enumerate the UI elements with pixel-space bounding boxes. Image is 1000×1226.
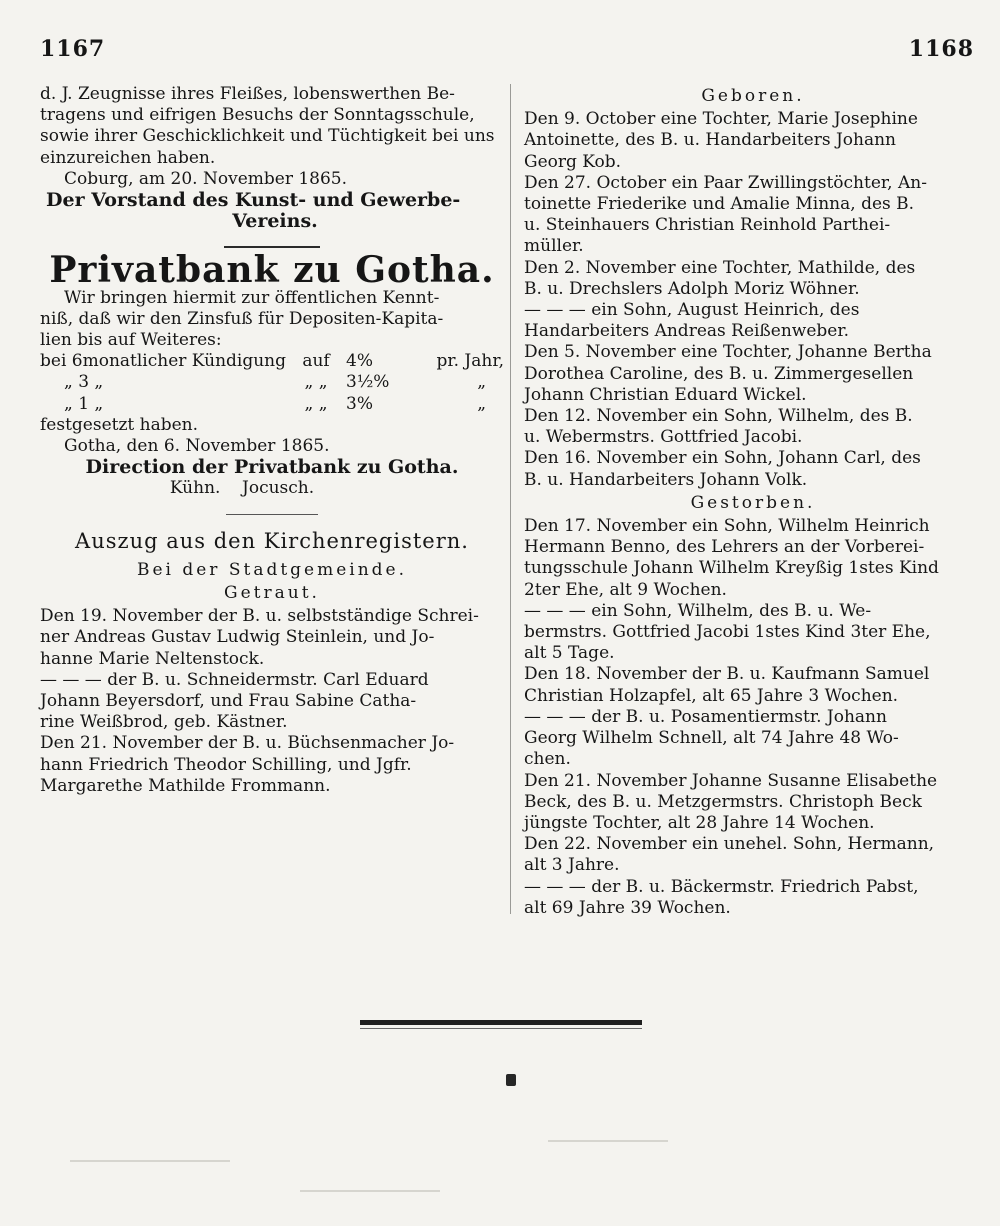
- entry-line: Den 21. November Johanne Susanne Elisabethe: [524, 770, 938, 791]
- died-entry: [524, 601, 982, 665]
- end-rule: [360, 1020, 642, 1025]
- entry-line: u. Steinhauers Christian Reinhold Parthei-: [524, 215, 891, 236]
- bleed-through-mark: [548, 1140, 668, 1142]
- entry-line: — — — der B. u. Bäckermstr. Friedrich Pabst,: [524, 876, 919, 897]
- entry-line: Den 19. November der B. u. selbstständige Schrei-: [40, 606, 479, 627]
- entry-line: alt 69 Jahre 39 Wochen.: [524, 897, 731, 918]
- entry-line: Den 17. November ein Sohn, Wilhelm Heinrich: [524, 516, 930, 537]
- notice-line: d. J. Zeugnisse ihres Fleißes, lobenswerthen Be-: [40, 84, 455, 104]
- entry-line: Georg Wilhelm Schnell, alt 74 Jahre 48 Wo-: [524, 728, 899, 749]
- left-column: [40, 84, 504, 797]
- bank-notice: [40, 288, 504, 352]
- bleed-through-mark: [70, 1160, 230, 1162]
- born-entry: [524, 109, 982, 173]
- married-entry: [40, 670, 504, 734]
- rate-period: pr. Jahr,: [436, 351, 504, 372]
- rate-prefix: „ „: [304, 372, 328, 393]
- born-entry: [524, 173, 982, 258]
- entry-line: Den 16. November ein Sohn, Johann Carl, des: [524, 448, 921, 469]
- married-heading: Getraut.: [224, 583, 320, 604]
- born-entry: [524, 342, 982, 406]
- born-list: [524, 109, 982, 491]
- rate-row: [40, 351, 504, 372]
- place-date-coburg: Coburg, am 20. November 1865.: [64, 168, 348, 189]
- entry-line: u. Webermstrs. Gottfried Jacobi.: [524, 427, 803, 448]
- rate-value: 4%: [346, 351, 373, 372]
- entry-line: — — — der B. u. Schneidermstr. Carl Eduard: [40, 669, 429, 690]
- rate-prefix: auf: [302, 351, 330, 372]
- right-column: [524, 84, 982, 919]
- born-entry: [524, 448, 982, 490]
- entry-line: Den 5. November eine Tochter, Johanne Bertha: [524, 342, 932, 363]
- entry-line: alt 5 Tage.: [524, 643, 615, 664]
- died-entry: [524, 877, 982, 919]
- church-register-title: Auszug aus den Kirchenregistern.: [75, 528, 469, 553]
- bank-line: lien bis auf Weiteres:: [40, 330, 222, 351]
- rate-row: [40, 372, 504, 393]
- bank-line: niß, daß wir den Zinsfuß für Depositen-Kapita-: [40, 308, 444, 329]
- entry-line: — — — ein Sohn, Wilhelm, des B. u. We-: [524, 600, 872, 621]
- entry-line: Christian Holzapfel, alt 65 Jahre 3 Wochen.: [524, 685, 899, 706]
- rate-value: 3½%: [346, 372, 390, 393]
- entry-line: alt 3 Jahre.: [524, 855, 620, 876]
- entry-line: Den 18. November der B. u. Kaufmann Samuel: [524, 664, 930, 685]
- died-entry: [524, 664, 982, 706]
- died-entry: [524, 707, 982, 771]
- section-divider: [226, 514, 318, 515]
- notice-line: einzureichen haben.: [40, 147, 216, 168]
- entry-line: toinette Friederike und Amalie Minna, des B.: [524, 194, 915, 215]
- signature-bank-direction: Direction der Privatbank zu Gotha.: [85, 456, 459, 479]
- bleed-through-mark: [300, 1190, 440, 1192]
- entry-line: müller.: [524, 236, 584, 257]
- married-list: [40, 606, 504, 797]
- entry-line: — — — ein Sohn, August Heinrich, des: [524, 300, 860, 321]
- entry-line: B. u. Drechslers Adolph Moriz Wöhner.: [524, 278, 860, 299]
- entry-line: hanne Marie Neltenstock.: [40, 648, 265, 669]
- died-heading: Gestorben.: [690, 492, 816, 513]
- interest-rate-table: [40, 351, 504, 415]
- entry-line: Margarethe Mathilde Frommann.: [40, 775, 331, 796]
- ink-mark: [506, 1074, 516, 1086]
- entry-line: Johann Christian Eduard Wickel.: [524, 384, 807, 405]
- born-entry: [524, 258, 982, 300]
- rate-period: „: [477, 393, 486, 414]
- rate-term: „ 3 „: [64, 372, 104, 393]
- entry-line: — — — der B. u. Posamentiermstr. Johann: [524, 706, 887, 727]
- married-entry: [40, 733, 504, 797]
- rate-value: 3%: [346, 393, 373, 414]
- entry-line: tungsschule Johann Wilhelm Kreyßig 1stes Kind: [524, 558, 939, 579]
- page-number-left: 1167: [40, 36, 106, 62]
- section-divider: [224, 246, 320, 248]
- died-entry: [524, 516, 982, 601]
- sunday-school-notice: [40, 84, 504, 169]
- end-rule-thin: [360, 1028, 642, 1029]
- signature-line: Vereins.: [232, 210, 318, 233]
- entry-line: 2ter Ehe, alt 9 Wochen.: [524, 579, 727, 600]
- rates-end: festgesetzt haben.: [40, 414, 199, 435]
- parish-heading: Bei der Stadtgemeinde.: [136, 559, 408, 580]
- rate-period: „: [477, 372, 486, 393]
- entry-line: Beck, des B. u. Metzgermstrs. Christoph Beck: [524, 791, 922, 812]
- entry-line: Den 27. October ein Paar Zwillingstöchter, An-: [524, 172, 927, 193]
- died-entry: [524, 834, 982, 876]
- rate-row: [40, 394, 504, 415]
- entry-line: hann Friedrich Theodor Schilling, und Jgfr.: [40, 754, 412, 775]
- rate-term: bei 6monatlicher Kündigung: [40, 351, 287, 372]
- entry-line: Handarbeiters Andreas Reißenweber.: [524, 321, 850, 342]
- born-heading: Geboren.: [701, 86, 805, 106]
- entry-line: Den 9. October eine Tochter, Marie Josephine: [524, 109, 918, 130]
- entry-line: Dorothea Caroline, des B. u. Zimmergesellen: [524, 363, 914, 384]
- born-entry: [524, 300, 982, 342]
- bank-line: Wir bringen hiermit zur öffentlichen Kennt-: [64, 287, 440, 308]
- entry-line: B. u. Handarbeiters Johann Volk.: [524, 469, 808, 490]
- entry-line: Georg Kob.: [524, 151, 622, 172]
- entry-line: Antoinette, des B. u. Handarbeiters Johann: [524, 130, 897, 151]
- entry-line: rine Weißbrod, geb. Kästner.: [40, 712, 288, 733]
- died-entry: [524, 771, 982, 835]
- notice-line: tragens und eifrigen Besuchs der Sonntagsschule,: [40, 105, 475, 126]
- entry-line: chen.: [524, 749, 571, 770]
- signature-kunstverein: [40, 190, 504, 232]
- entry-line: Hermann Benno, des Lehrers an der Vorberei-: [524, 537, 925, 558]
- bank-title: Privatbank zu Gotha.: [49, 249, 495, 292]
- signature-line: Der Vorstand des Kunst- und Gewerbe-: [46, 189, 461, 212]
- rate-prefix: „ „: [304, 393, 328, 414]
- entry-line: Den 2. November eine Tochter, Mathilde, des: [524, 257, 916, 278]
- entry-line: bermstrs. Gottfried Jacobi 1stes Kind 3ter Ehe,: [524, 622, 931, 643]
- signature-names: Kühn. Jocusch.: [169, 478, 315, 499]
- entry-line: ner Andreas Gustav Ludwig Steinlein, und Jo-: [40, 627, 435, 648]
- notice-line: sowie ihrer Geschicklichkeit und Tüchtigkeit bei uns: [40, 126, 495, 147]
- rate-term: „ 1 „: [64, 393, 104, 414]
- entry-line: Den 21. November der B. u. Büchsenmacher Jo-: [40, 733, 455, 754]
- entry-line: Den 22. November ein unehel. Sohn, Hermann,: [524, 834, 935, 855]
- page-number-right: 1168: [908, 36, 974, 62]
- entry-line: jüngste Tochter, alt 28 Jahre 14 Wochen.: [524, 812, 875, 833]
- married-entry: [40, 606, 504, 670]
- entry-line: Den 12. November ein Sohn, Wilhelm, des B.: [524, 406, 913, 427]
- entry-line: Johann Beyersdorf, und Frau Sabine Catha-: [40, 691, 417, 712]
- died-list: [524, 516, 982, 919]
- place-date-gotha: Gotha, den 6. November 1865.: [64, 436, 330, 457]
- born-entry: [524, 406, 982, 448]
